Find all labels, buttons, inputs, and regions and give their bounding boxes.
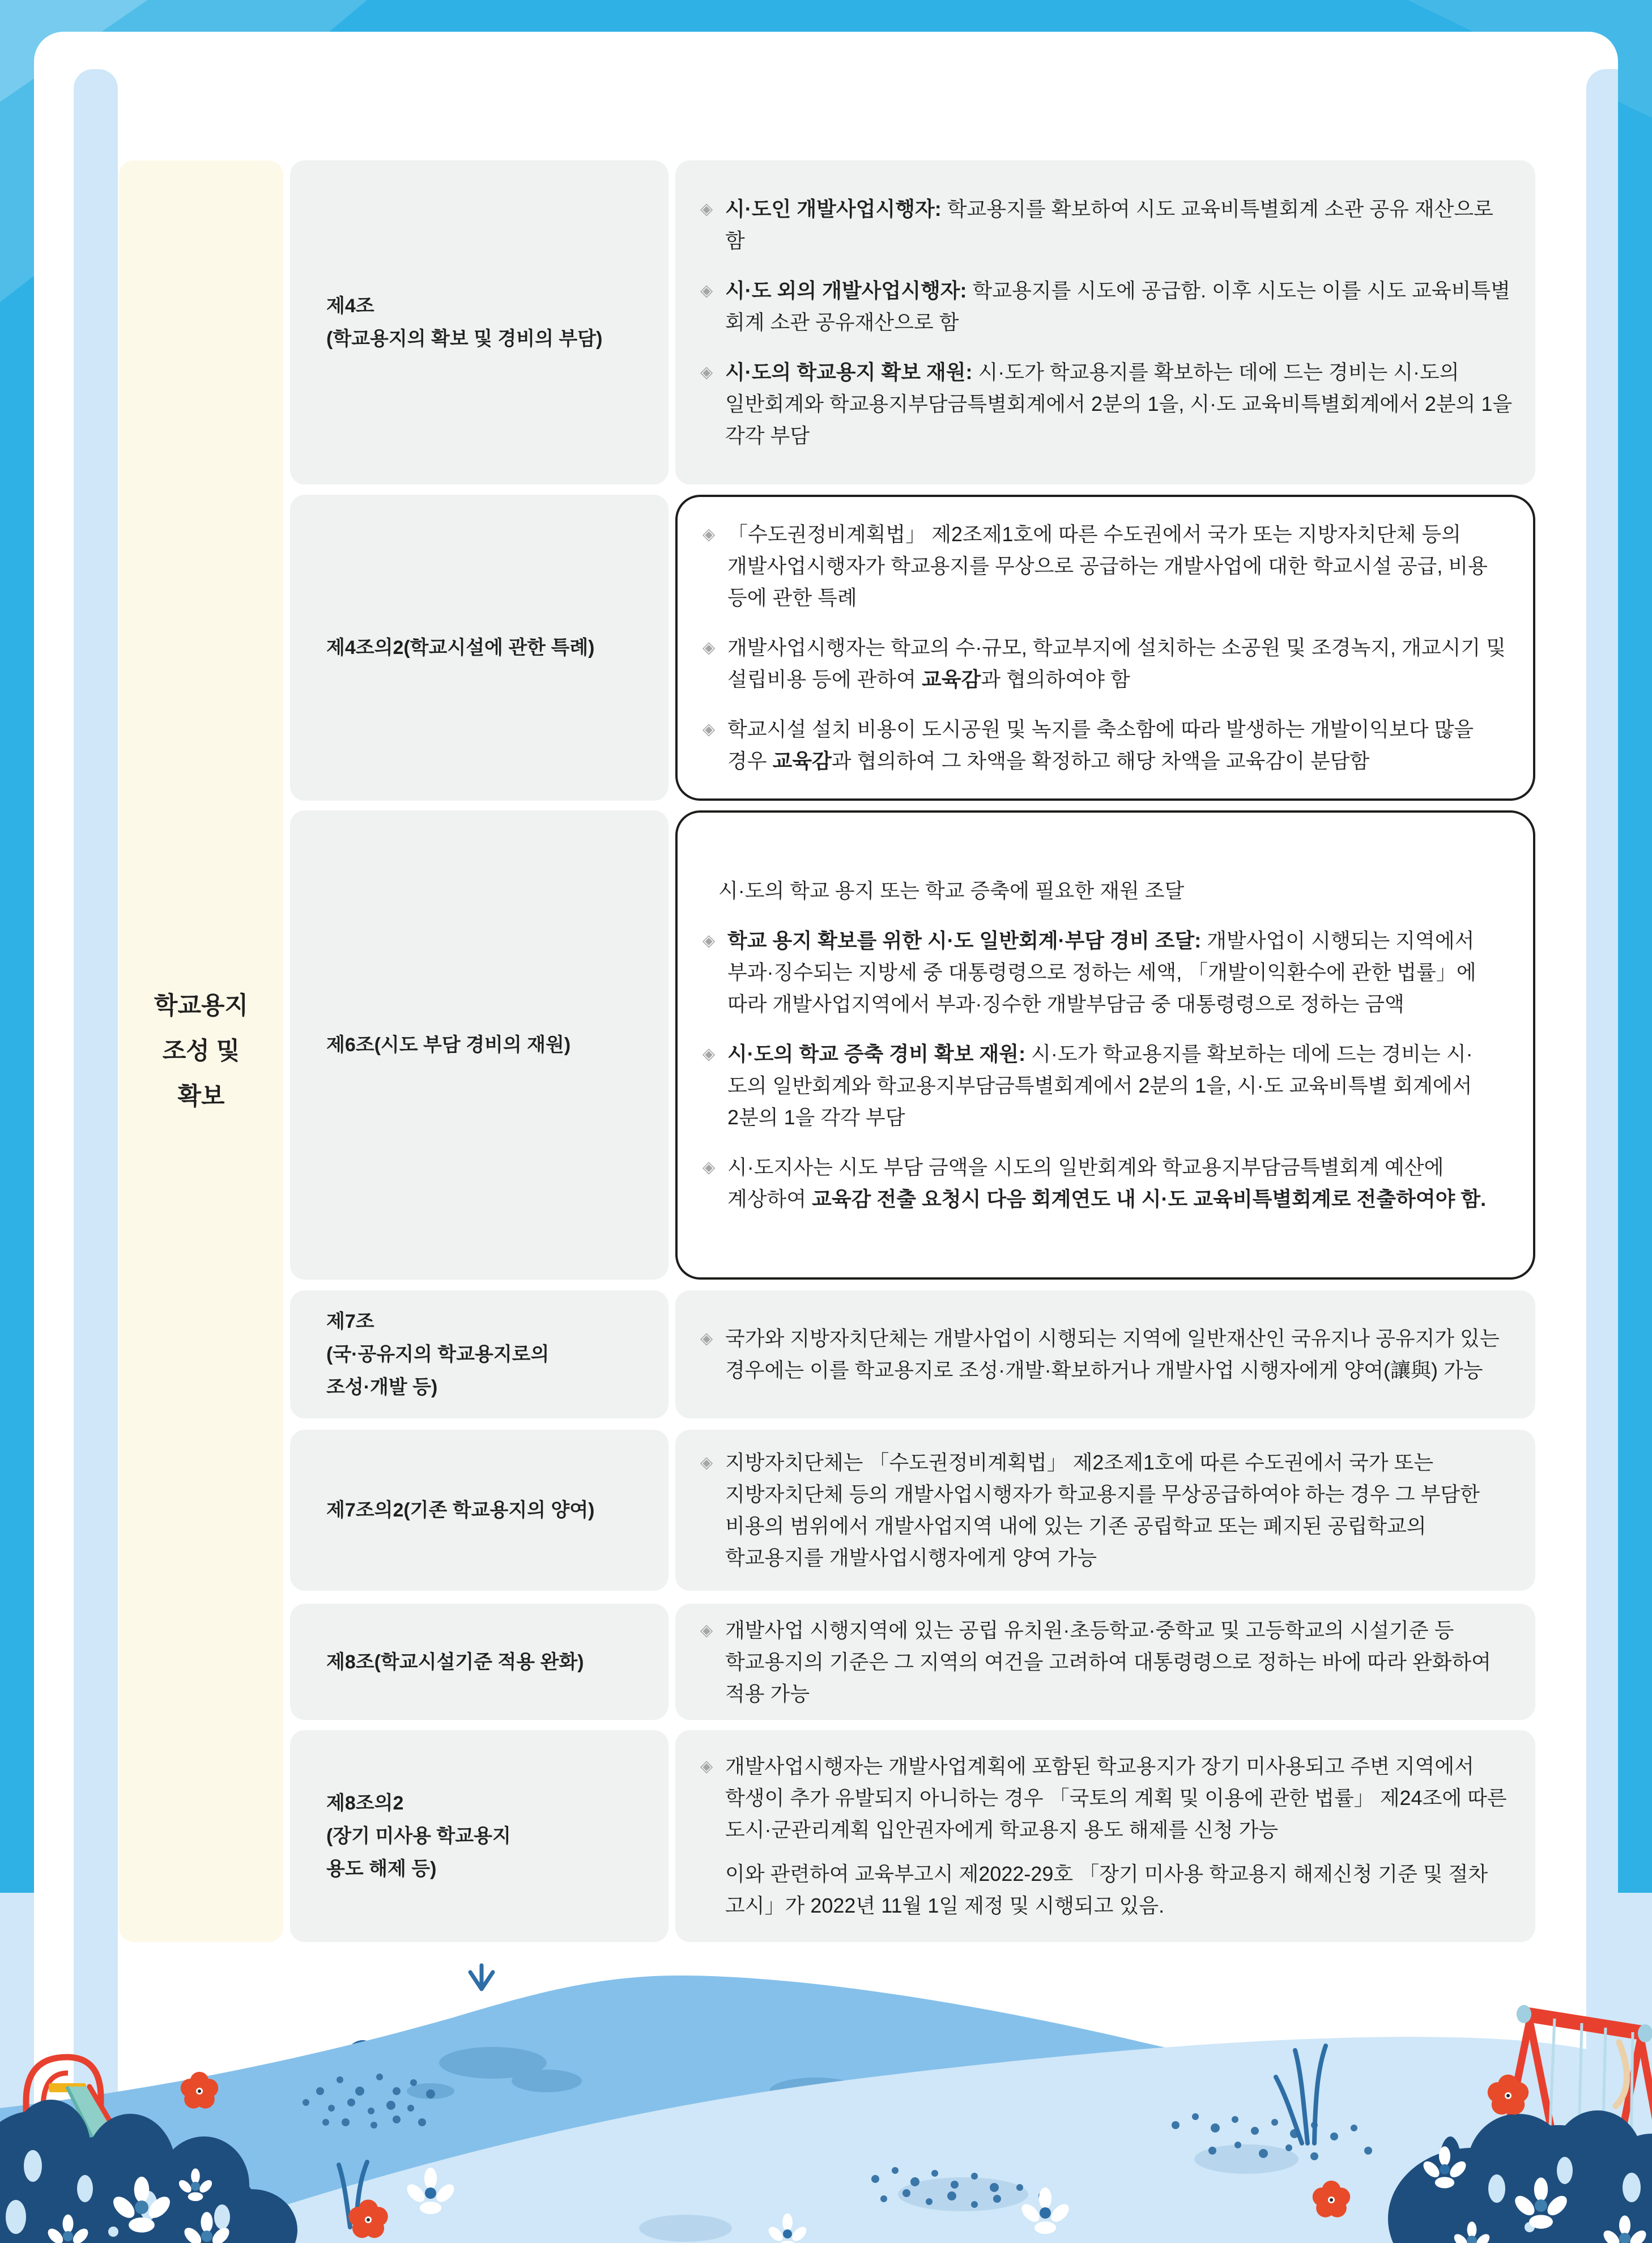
table-row bbox=[290, 1730, 1535, 1942]
text-segment: 과 협의하여 그 차액을 확정하고 해당 차액을 교육감이 분담함 bbox=[831, 749, 1370, 772]
bullet-item-text bbox=[725, 1447, 1513, 1574]
category-line: 조성 및 bbox=[162, 1038, 240, 1065]
text-segment: 시·도지사는 시도 부담 금액을 시도의 일반회계와 학교용지부담금특별회계 예산에 계상하여 bbox=[727, 1156, 1444, 1210]
text-segment: 시·도 외의 개발사업시행자: bbox=[725, 279, 967, 302]
diamond-bullet-icon: ◈ bbox=[702, 1045, 716, 1063]
text-segment: 교육감 bbox=[922, 668, 981, 691]
text-segment: 시·도가 학교용지를 확보하는 데에 드는 경비는 시·도의 일반회계와 학교용지부담금특별회계에서 2분의 1을, 시·도 교육비특별회계에서 2분의 1을 각각 부담 bbox=[725, 360, 1513, 447]
bullet-item bbox=[700, 1615, 1513, 1710]
diamond-bullet-icon: ◈ bbox=[700, 282, 713, 300]
article-content-box bbox=[675, 160, 1535, 485]
playground-illustration bbox=[0, 1921, 1652, 2243]
article-label-box bbox=[290, 810, 669, 1280]
table-row bbox=[290, 1430, 1535, 1591]
article-label-box bbox=[290, 1604, 669, 1720]
article-label-box bbox=[290, 1730, 669, 1942]
diamond-bullet-icon: ◈ bbox=[702, 525, 716, 543]
article-label-line: 제8조(학교시설기준 적용 완화) bbox=[326, 1651, 584, 1673]
article-label-line: 용도 해제 등) bbox=[326, 1858, 437, 1880]
article-label-box bbox=[290, 1430, 669, 1591]
text-segment: 개발사업이 시행되는 지역에서 부과·징수되는 지방세 중 대통령령으로 정하는 세액, 「개발이익환수에 관한 법률」에 따라 개발사업지역에서 부과·징수한 개발부담금 중 대통령령으로 정하는 금액 bbox=[727, 929, 1476, 1016]
bullet-item bbox=[700, 1447, 1513, 1574]
text-segment: 시·도의 학교용지 확보 재원: bbox=[725, 360, 973, 384]
article-label-line: 조성·개발 등) bbox=[326, 1377, 438, 1398]
bullet-item bbox=[702, 925, 1510, 1020]
bullet-item-text bbox=[725, 275, 1513, 338]
text-segment: 교육감 bbox=[772, 749, 832, 772]
article-label-box bbox=[290, 1290, 669, 1418]
category-label bbox=[154, 983, 248, 1119]
bullet-item-text bbox=[727, 713, 1510, 777]
article-label-line: (학교용지의 확보 및 경비의 부담) bbox=[326, 328, 603, 350]
bullet-item-text bbox=[727, 1038, 1510, 1133]
article-content-box bbox=[675, 1730, 1535, 1942]
text-segment: 학교 용지 확보를 위한 시·도 일반회계·부담 경비 조달: bbox=[727, 929, 1202, 952]
bullet-item bbox=[700, 1751, 1513, 1846]
article-content-box bbox=[675, 1430, 1535, 1591]
article-label-box bbox=[290, 160, 669, 485]
diamond-bullet-icon: ◈ bbox=[702, 639, 716, 657]
article-label-line: 제4조 bbox=[326, 295, 374, 317]
text-segment: 개발사업시행자는 학교의 수·규모, 학교부지에 설치하는 소공원 및 조경녹지, 개교시기 및 설립비용 등에 관하여 bbox=[727, 636, 1506, 691]
text-segment: 과 협의하여야 함 bbox=[981, 668, 1130, 691]
table-row bbox=[290, 1604, 1535, 1720]
text-segment: 시·도인 개발사업시행자: bbox=[725, 197, 942, 220]
diamond-bullet-icon: ◈ bbox=[702, 720, 716, 738]
bullet-item bbox=[702, 519, 1510, 614]
bullet-item-text bbox=[725, 1751, 1513, 1846]
category-line: 학교용지 bbox=[154, 992, 249, 1019]
bullet-item bbox=[702, 1152, 1510, 1215]
bullet-item-text bbox=[725, 356, 1513, 452]
bullet-item-text bbox=[727, 925, 1510, 1020]
article-content-box bbox=[675, 1604, 1535, 1720]
bullet-item-text bbox=[727, 519, 1510, 614]
article-label-line: (국·공유지의 학교용지로의 bbox=[326, 1344, 550, 1365]
article-label-line: 제4조의2(학교시설에 관한 특례) bbox=[326, 637, 595, 659]
bullet-item bbox=[702, 1038, 1510, 1133]
crest-sprout bbox=[470, 1965, 493, 1989]
text-segment: 시·도의 학교 증축 경비 확보 재원: bbox=[727, 1042, 1026, 1065]
text-segment: 교육감 전출 요청시 다음 회계연도 내 시·도 교육비특별회계로 전출하여야 함. bbox=[812, 1187, 1487, 1210]
text-segment: 국가와 지방자치단체는 개발사업이 시행되는 지역에 일반재산인 국유지나 공유지가 있는 경우에는 이를 학교용지로 조성·개발·확보하거나 개발사업 시행자에게 양여(讓與) 가능 bbox=[725, 1327, 1500, 1382]
article-label-line: (장기 미사용 학교용지 bbox=[326, 1825, 511, 1847]
diamond-bullet-icon: ◈ bbox=[700, 200, 713, 218]
bullet-item bbox=[700, 275, 1513, 338]
article-content-box bbox=[675, 810, 1535, 1280]
diamond-bullet-icon: ◈ bbox=[700, 363, 713, 381]
diamond-bullet-icon: ◈ bbox=[700, 1757, 713, 1775]
text-segment: 시·도가 학교용지를 확보하는 데에 드는 경비는 시·도의 일반회계와 학교용지부담금특별회계에서 2분의 1을, 시·도 교육비특별 회계에서 2분의 1을 각각 부담 bbox=[727, 1042, 1473, 1129]
diamond-bullet-icon: ◈ bbox=[700, 1621, 713, 1639]
category-line: 확보 bbox=[177, 1083, 225, 1110]
text-segment: 학교용지를 시도에 공급함. 이후 시도는 이를 시도 교육비특별 회계 소관 공유재산으로 함 bbox=[725, 279, 1510, 334]
diamond-bullet-icon: ◈ bbox=[700, 1329, 713, 1348]
article-label-box bbox=[290, 495, 669, 801]
bullet-item bbox=[702, 632, 1510, 695]
bullet-item bbox=[700, 193, 1513, 257]
table-row bbox=[290, 810, 1535, 1280]
bullet-item bbox=[702, 713, 1510, 777]
category-column bbox=[119, 160, 283, 1942]
article-label-line: 제7조의2(기존 학교용지의 양여) bbox=[326, 1499, 595, 1521]
text-segment: 개발사업시행자는 개발사업계획에 포함된 학교용지가 장기 미사용되고 주변 지역에서 학생이 추가 유발되지 아니하는 경우 「국토의 계획 및 이용에 관한 법률」 제24조에 따른 도시·군관리계획 입안권자에게 학교용지 용도 해제를 신청 가능 bbox=[725, 1755, 1507, 1841]
bullet-item-text bbox=[727, 632, 1510, 695]
table-row bbox=[290, 1290, 1535, 1418]
text-segment: 학교시설 설치 비용이 도시공원 및 녹지를 축소함에 따라 발생하는 개발이익보다 많을 경우 bbox=[727, 717, 1474, 772]
article-label-line: 제8조의2 bbox=[326, 1792, 404, 1814]
articles-table bbox=[290, 160, 1535, 1942]
bullet-item-text bbox=[725, 1323, 1513, 1386]
bullet-item-text bbox=[725, 1615, 1513, 1710]
bullet-item-text bbox=[725, 193, 1513, 257]
article-content-box bbox=[675, 495, 1535, 801]
content-footer-text: 이와 관련하여 교육부고시 제2022-29호 「장기 미사용 학교용지 해제신청 기준 및 절차 고시」가 2022년 11월 1일 제정 및 시행되고 있음. bbox=[725, 1862, 1488, 1917]
bullet-item-text bbox=[727, 1152, 1510, 1215]
text-segment: 학교용지를 확보하여 시도 교육비특별회계 소관 공유 재산으로 함 bbox=[725, 197, 1493, 252]
article-label-line: 제7조 bbox=[326, 1311, 374, 1332]
text-segment: 개발사업 시행지역에 있는 공립 유치원·초등학교·중학교 및 고등학교의 시설기준 등 학교용지의 기준은 그 지역의 여건을 고려하여 대통령령으로 정하는 바에 따라 완화하여 적용 가능 bbox=[725, 1618, 1491, 1705]
text-segment: 지방자치단체는 「수도권정비계획법」 제2조제1호에 따른 수도권에서 국가 또는 지방자치단체 등의 개발사업시행자가 학교용지를 무상공급하여야 하는 경우 그 부담한 비용의 범위에서 개발사업지역 내에 있는 기존 공립학교 또는 폐지된 공립학교의 학교용지를 개발사업시행자에게 양여 가능 bbox=[725, 1451, 1480, 1569]
bullet-item bbox=[700, 1323, 1513, 1386]
diamond-bullet-icon: ◈ bbox=[702, 932, 716, 950]
article-label-line: 제6조(시도 부담 경비의 재원) bbox=[326, 1034, 571, 1056]
card-right-accent-stripe bbox=[1586, 69, 1618, 2186]
bullet-item bbox=[700, 356, 1513, 452]
diamond-bullet-icon: ◈ bbox=[700, 1454, 713, 1472]
table-row bbox=[290, 160, 1535, 485]
card-left-accent-stripe bbox=[74, 69, 118, 2186]
table-row bbox=[290, 495, 1535, 801]
diamond-bullet-icon: ◈ bbox=[702, 1158, 716, 1176]
article-content-box bbox=[675, 1290, 1535, 1418]
content-intro-text: 시·도의 학교 용지 또는 학교 증축에 필요한 재원 조달 bbox=[718, 879, 1185, 902]
text-segment: 「수도권정비계획법」 제2조제1호에 따른 수도권에서 국가 또는 지방자치단체 등의 개발사업시행자가 학교용지를 무상으로 공급하는 개발사업에 대한 학교시설 공급, 비용 등에 관한 특례 bbox=[727, 522, 1488, 609]
